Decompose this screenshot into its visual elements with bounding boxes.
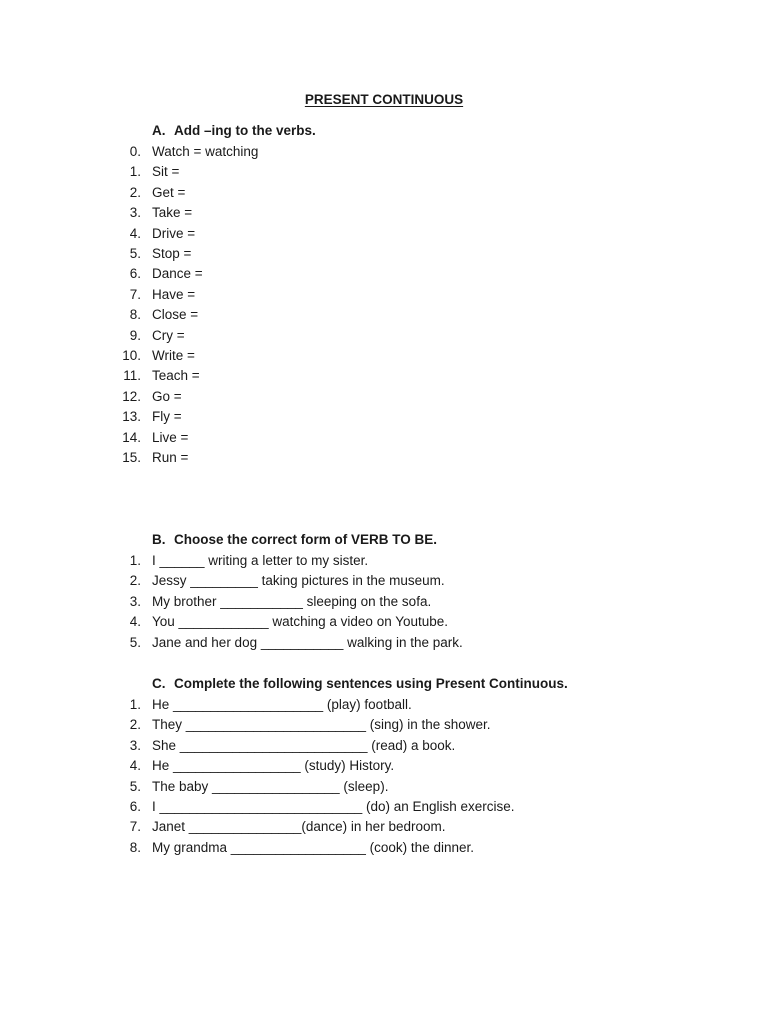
- item-text: Watch = watching: [152, 144, 259, 159]
- item-number: 8.: [129, 307, 141, 323]
- section-a-title: Add –ing to the verbs.: [174, 123, 316, 138]
- item-text: Stop =: [152, 246, 192, 261]
- item-text: My brother ___________ sleeping on the sofa.: [152, 593, 432, 609]
- item-number: 14.: [122, 429, 141, 445]
- item-text: Close =: [152, 307, 199, 323]
- item-number: 9.: [129, 327, 141, 343]
- item-number: 3.: [129, 737, 141, 753]
- list-item: [0, 366, 768, 386]
- list-item: [0, 448, 768, 468]
- list-item: [0, 797, 768, 817]
- item-text: You ____________ watching a video on Youtube.: [152, 614, 449, 630]
- list-item: [0, 326, 768, 346]
- item-number: 5.: [129, 246, 141, 261]
- list-item: [0, 264, 768, 284]
- list-item: [0, 428, 768, 448]
- item-text: Sit =: [152, 164, 180, 180]
- item-text: My grandma __________________ (cook) the dinner.: [152, 839, 474, 855]
- item-text: He ____________________ (play) football.: [152, 697, 412, 712]
- section-b-title: Choose the correct form of VERB TO BE.: [174, 532, 438, 547]
- item-number: 7.: [129, 286, 141, 302]
- item-number: 6.: [129, 266, 141, 282]
- list-item: [0, 305, 768, 325]
- item-text: Jane and her dog ___________ walking in the park.: [152, 634, 463, 650]
- item-text: Write =: [152, 348, 195, 363]
- item-number: 2.: [129, 184, 141, 200]
- list-item: [0, 777, 768, 797]
- item-number: 7.: [129, 819, 141, 835]
- item-number: 5.: [129, 634, 141, 650]
- item-number: 1.: [129, 164, 141, 180]
- list-item: [0, 592, 768, 612]
- item-number: 3.: [129, 205, 141, 221]
- item-number: 2.: [129, 573, 141, 589]
- list-item: [0, 244, 768, 264]
- item-text: Janet _______________(dance) in her bedroom.: [152, 819, 446, 835]
- list-item: [0, 407, 768, 427]
- item-text: Go =: [152, 388, 182, 404]
- item-text: Drive =: [152, 225, 196, 241]
- section-b-letter: B.: [152, 532, 166, 547]
- item-number: 5.: [129, 778, 141, 794]
- item-number: 8.: [129, 839, 141, 855]
- list-item: [0, 203, 768, 223]
- list-item: [0, 162, 768, 182]
- section-c-title: Complete the following sentences using Present Continuous.: [174, 676, 568, 691]
- item-number: 4.: [129, 758, 141, 774]
- list-item: [0, 633, 768, 653]
- list-item: [0, 817, 768, 837]
- item-text: The baby _________________ (sleep).: [152, 778, 389, 794]
- list-item: [0, 387, 768, 407]
- page-title: PRESENT CONTINUOUS: [304, 92, 464, 107]
- section-a-letter: A.: [152, 123, 166, 138]
- list-item: [0, 183, 768, 203]
- item-text: Have =: [152, 286, 196, 302]
- item-text: Teach =: [152, 368, 200, 384]
- item-text: Take =: [152, 205, 193, 221]
- item-number: 1.: [129, 553, 141, 568]
- item-text: Fly =: [152, 409, 182, 425]
- item-text: Live =: [152, 429, 189, 445]
- item-number: 1.: [129, 697, 141, 712]
- list-item: [0, 551, 768, 571]
- item-text: Get =: [152, 184, 186, 200]
- item-number: 10.: [122, 348, 141, 363]
- list-item: [0, 838, 768, 858]
- item-text: She _________________________ (read) a book.: [152, 737, 456, 753]
- item-number: 11.: [123, 368, 141, 384]
- item-number: 13.: [122, 409, 141, 425]
- list-item: [0, 756, 768, 776]
- item-number: 6.: [129, 799, 141, 814]
- item-number: 12.: [122, 388, 141, 404]
- item-number: 4.: [129, 614, 141, 630]
- item-text: They ________________________ (sing) in the shower.: [152, 717, 491, 733]
- item-text: Cry =: [152, 327, 185, 343]
- list-item: [0, 612, 768, 632]
- list-item: [0, 285, 768, 305]
- item-text: Jessy _________ taking pictures in the museum.: [152, 573, 445, 589]
- list-item: [0, 224, 768, 244]
- item-text: He _________________ (study) History.: [152, 758, 395, 774]
- list-item: [0, 715, 768, 735]
- list-item: [0, 736, 768, 756]
- item-number: 15.: [122, 450, 141, 465]
- item-number: 4.: [129, 225, 141, 241]
- item-text: I ______ writing a letter to my sister.: [152, 553, 369, 568]
- item-number: 2.: [129, 717, 141, 733]
- section-a-heading: [152, 123, 316, 138]
- item-text: Run =: [152, 450, 189, 465]
- list-item: [0, 695, 768, 715]
- section-c-heading: [152, 676, 568, 691]
- section-c-letter: C.: [152, 676, 166, 691]
- item-text: Dance =: [152, 266, 203, 282]
- list-item: [0, 346, 768, 366]
- list-item: [0, 571, 768, 591]
- item-text: I ___________________________ (do) an English exercise.: [152, 799, 515, 814]
- item-number: 0.: [129, 144, 141, 159]
- item-number: 3.: [129, 593, 141, 609]
- section-b-heading: [152, 532, 437, 547]
- list-item: [0, 142, 768, 162]
